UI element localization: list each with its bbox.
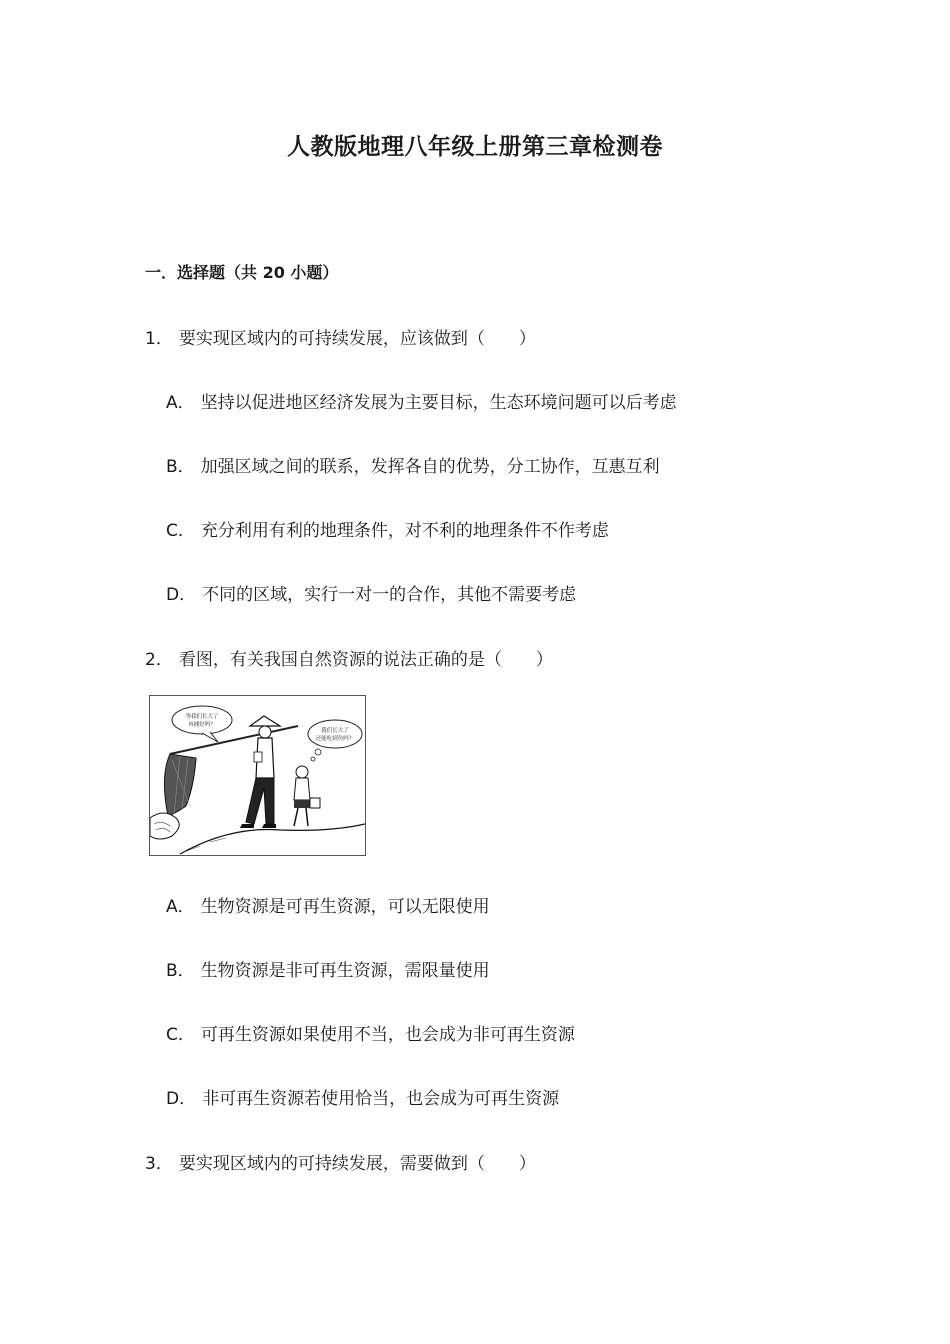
straw-hat-icon bbox=[250, 716, 280, 726]
option-letter: B． bbox=[166, 457, 195, 477]
question-2-option-a bbox=[166, 892, 490, 917]
right-thought-bubble bbox=[308, 720, 362, 748]
option-text: 不同的区域，实行一对一的合作，其他不需要考虑 bbox=[202, 585, 577, 605]
question-3 bbox=[145, 1149, 536, 1174]
question-1-option-d bbox=[166, 580, 576, 605]
basket-icon bbox=[310, 798, 320, 808]
option-letter: A． bbox=[166, 897, 195, 917]
option-text: 坚持以促进地区经济发展为主要目标，生态环境问题可以后考虑 bbox=[200, 393, 677, 413]
page-title: 人教版地理八年级上册第三章检测卷 bbox=[287, 134, 663, 160]
question-1-option-a bbox=[166, 388, 677, 413]
section-heading: 一．选择题（共 20 小题） bbox=[145, 263, 339, 282]
option-letter: C． bbox=[166, 521, 195, 541]
question-2 bbox=[145, 645, 553, 670]
option-text: 加强区域之间的联系，发挥各自的优势，分工协作，互惠互利 bbox=[200, 457, 660, 477]
option-text: 充分利用有利的地理条件，对不利的地理条件不作考虑 bbox=[200, 521, 609, 541]
bubble-left-line-1: 等我们长大了 bbox=[185, 714, 219, 720]
option-text: 生物资源是非可再生资源，需限量使用 bbox=[200, 961, 490, 981]
option-text: 可再生资源如果使用不当，也会成为非可再生资源 bbox=[200, 1025, 575, 1045]
question-stem: 要实现区域内的可持续发展，需要做到（ ） bbox=[178, 1154, 536, 1174]
fishing-cartoon-figure bbox=[149, 695, 366, 856]
fishing-net-icon bbox=[164, 754, 196, 816]
option-text: 非可再生资源若使用恰当，也会成为可再生资源 bbox=[202, 1089, 560, 1109]
question-2-option-b bbox=[166, 956, 490, 981]
question-number: 3． bbox=[145, 1154, 173, 1174]
option-letter: B． bbox=[166, 961, 195, 981]
bubble-right-line-2: 还能吃到鱼吗？ bbox=[315, 736, 355, 742]
question-number: 1． bbox=[145, 329, 173, 349]
option-letter: D． bbox=[166, 585, 197, 605]
option-letter: A． bbox=[166, 393, 195, 413]
question-number: 2． bbox=[145, 650, 173, 670]
bubble-right-line-1: 我们长大了 bbox=[321, 728, 349, 734]
question-stem: 看图，有关我国自然资源的说法正确的是（ ） bbox=[178, 650, 553, 670]
option-letter: C． bbox=[166, 1025, 195, 1045]
option-text: 生物资源是可再生资源，可以无限使用 bbox=[200, 897, 490, 917]
question-2-option-c bbox=[166, 1020, 575, 1045]
question-stem: 要实现区域内的可持续发展，应该做到（ ） bbox=[178, 329, 536, 349]
question-1 bbox=[145, 324, 536, 349]
question-2-option-d bbox=[166, 1084, 559, 1109]
fishing-cartoon-illustration bbox=[150, 696, 365, 855]
bubble-left-line-2: 再捕好吗？ bbox=[188, 722, 216, 728]
question-1-option-c bbox=[166, 516, 609, 541]
option-letter: D． bbox=[166, 1089, 197, 1109]
question-1-option-b bbox=[166, 452, 660, 477]
left-speech-bubble bbox=[172, 706, 232, 734]
